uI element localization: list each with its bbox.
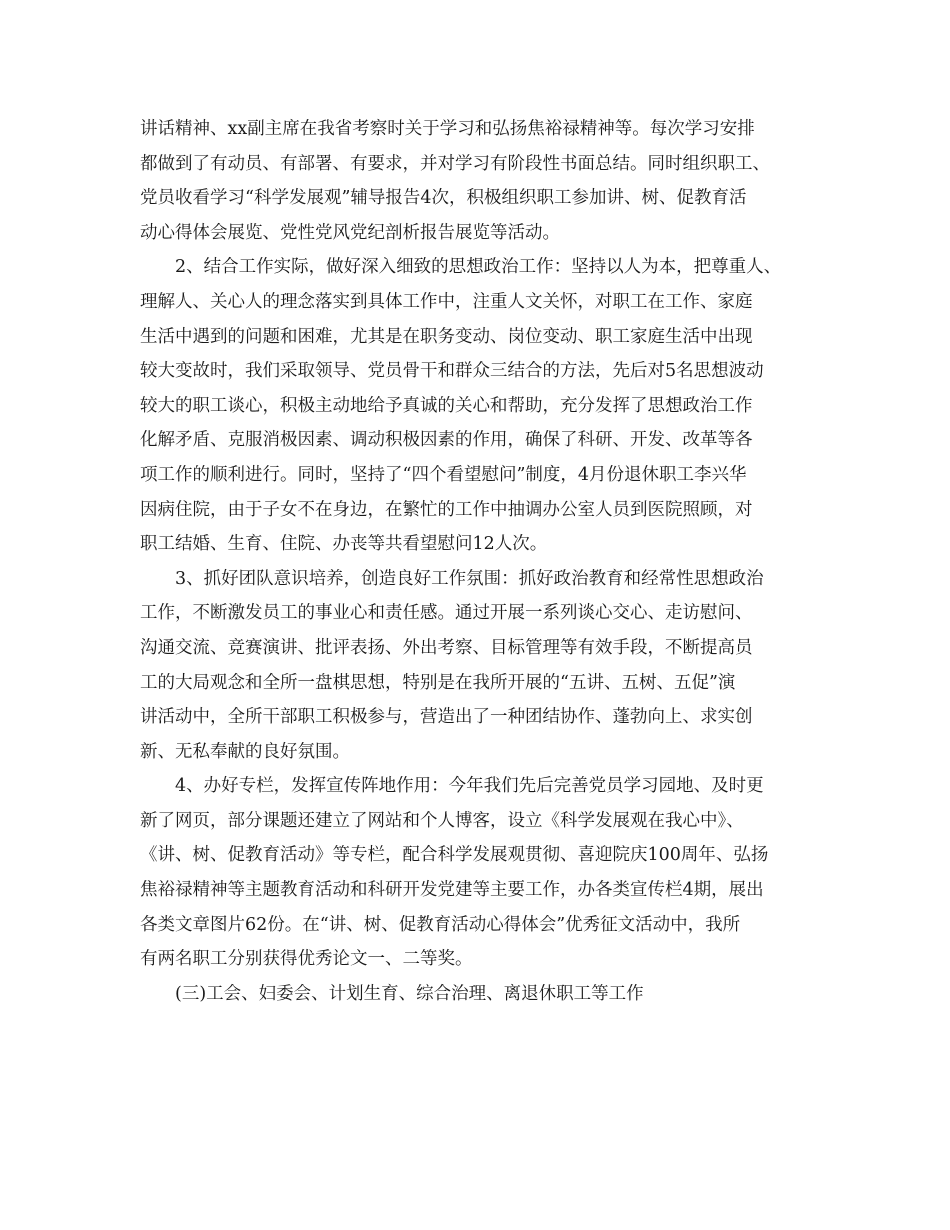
paragraph-publicity-column <box>140 769 820 977</box>
paragraph-ideological-work <box>140 250 820 561</box>
text-line: 工作，不断激发员工的事业心和责任感。通过开展一系列谈心交心、走访慰问、 <box>140 603 753 624</box>
text-line: 工的大局观念和全所一盘棋思想，特别是在我所开展的“五讲、五树、五促”演 <box>140 672 736 693</box>
text-line: 沟通交流、竞赛演讲、批评表扬、外出考察、目标管理等有效手段，不断提高员 <box>140 637 753 658</box>
text-line: 3、抓好团队意识培养，创造良好工作氛围：抓好政治教育和经常性思想政治 <box>175 568 764 589</box>
text-line: 有两名职工分别获得优秀论文一、二等奖。 <box>140 949 473 970</box>
text-line: 《讲、树、促教育活动》等专栏，配合科学发展观贯彻、喜迎院庆100周年、弘扬 <box>140 845 769 866</box>
text-line: 讲活动中，全所干部职工积极参与，营造出了一种团结协作、蓬勃向上、求实创 <box>140 707 753 728</box>
section-heading-union-work <box>140 977 820 1012</box>
text-line: 因病住院，由于子女不在身边，在繁忙的工作中抽调办公室人员到医院照顾，对 <box>140 499 753 520</box>
text-line: 化解矛盾、克服消极因素、调动积极因素的作用，确保了科研、开发、改革等各 <box>140 430 753 451</box>
text-line: 新了网页，部分课题还建立了网站和个人博客，设立《科学发展观在我心中》、 <box>140 810 744 831</box>
paragraph-team-spirit <box>140 562 820 770</box>
text-line: 都做到了有动员、有部署、有要求，并对学习有阶段性书面总结。同时组织职工、 <box>140 153 770 174</box>
text-line: 理解人、关心人的理念落实到具体工作中，注重人文关怀，对职工在工作、家庭 <box>140 291 753 312</box>
text-line: 项工作的顺利进行。同时，坚持了“四个看望慰问”制度，4月份退休职工李兴华 <box>140 464 747 485</box>
text-line: (三)工会、妇委会、计划生育、综合治理、离退休职工等工作 <box>175 983 644 1004</box>
text-line: 4、办好专栏，发挥宣传阵地作用：今年我们先后完善党员学习园地、及时更 <box>175 776 764 797</box>
text-line: 较大变故时，我们采取领导、党员骨干和群众三结合的方法，先后对5名思想波动 <box>140 361 764 382</box>
document-body <box>140 112 820 1011</box>
text-line: 动心得体会展览、党性党风党纪剖析报告展览等活动。 <box>140 222 560 243</box>
text-line: 党员收看学习“科学发展观”辅导报告4次，积极组织职工参加讲、树、促教育活 <box>140 188 747 209</box>
text-line: 焦裕禄精神等主题教育活动和科研开发党建等主要工作，办各类宣传栏4期，展出 <box>140 880 764 901</box>
text-line: 职工结婚、生育、住院、办丧等共看望慰问12人次。 <box>140 534 548 555</box>
text-line: 生活中遇到的问题和困难，尤其是在职务变动、岗位变动、职工家庭生活中出现 <box>140 326 753 347</box>
text-line: 各类文章图片62份。在“讲、树、促教育活动心得体会”优秀征文活动中，我所 <box>140 914 741 935</box>
text-line: 新、无私奉献的良好氛围。 <box>140 741 350 762</box>
text-line: 较大的职工谈心，积极主动地给予真诚的关心和帮助，充分发挥了思想政治工作 <box>140 395 753 416</box>
text-line: 讲话精神、xx副主席在我省考察时关于学习和弘扬焦裕禄精神等。每次学习安排 <box>140 119 755 139</box>
paragraph-study-summary <box>140 112 820 250</box>
text-line: 2、结合工作实际，做好深入细致的思想政治工作：坚持以人为本，把尊重人、 <box>175 257 782 278</box>
